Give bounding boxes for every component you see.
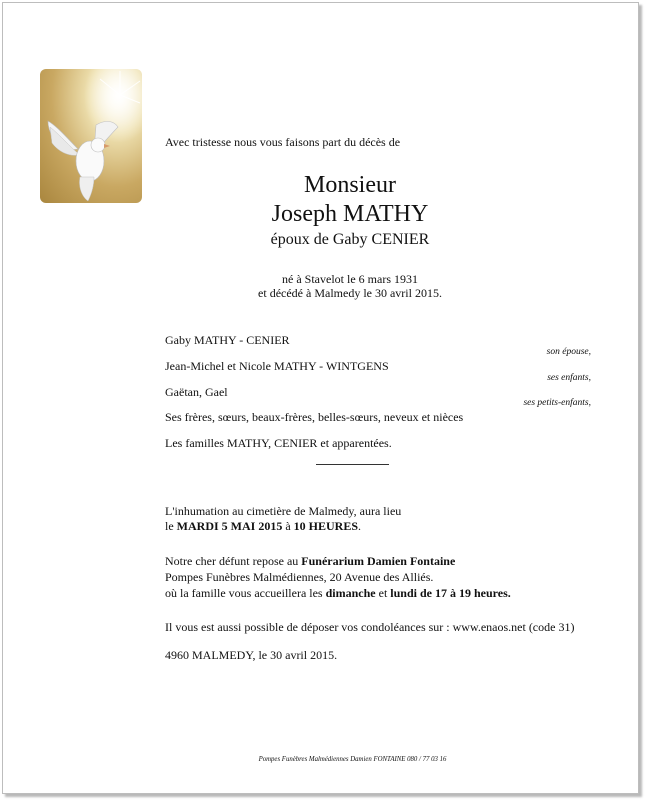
burial-date: MARDI 5 MAI 2015 bbox=[176, 519, 283, 533]
burial-suffix: . bbox=[358, 519, 362, 533]
family-name-3: Gaëtan, Gael bbox=[165, 385, 228, 399]
dove-icon bbox=[40, 69, 142, 203]
footer-text: Pompes Funèbres Malmédiennes Damien FONTAINE 080 / 77 03 16 bbox=[258, 756, 447, 763]
death-line: et décédé à Malmedy le 30 avril 2015. bbox=[258, 286, 442, 300]
family-name-2: Jean-Michel et Nicole MATHY - WINTGENS bbox=[165, 359, 389, 373]
dove-image bbox=[40, 69, 142, 203]
burial-prefix: le bbox=[165, 519, 177, 533]
family-name-5: Les familles MATHY, CENIER et apparentées. bbox=[165, 436, 392, 450]
visit-day-1: dimanche bbox=[325, 586, 376, 600]
family-name-1: Gaby MATHY - CENIER bbox=[165, 333, 290, 347]
burial-mid: à bbox=[282, 519, 294, 533]
burial-line-2 bbox=[165, 519, 361, 534]
family-relation-2: ses enfants, bbox=[547, 373, 591, 383]
rest-line-2: Pompes Funèbres Malmédiennes, 20 Avenue des Alliés. bbox=[165, 570, 434, 584]
family-name-4: Ses frères, sœurs, beaux-frères, belles-sœurs, neveux et nièces bbox=[165, 410, 464, 424]
place-date: 4960 MALMEDY, le 30 avril 2015. bbox=[165, 648, 338, 662]
section-divider bbox=[316, 464, 389, 465]
burial-line-1: L'inhumation au cimetière de Malmedy, aura lieu bbox=[165, 504, 402, 518]
rest-line-3 bbox=[165, 586, 511, 601]
deceased-name: Joseph MATHY bbox=[271, 201, 429, 227]
visit-mid: et bbox=[375, 586, 391, 600]
rest-line-1 bbox=[165, 554, 455, 569]
visit-day-2: lundi de 17 à 19 heures. bbox=[390, 586, 511, 600]
family-relation-3: ses petits-enfants, bbox=[523, 398, 591, 408]
family-relation-1: son épouse, bbox=[546, 347, 591, 357]
intro-text: Avec tristesse nous vous faisons part du décès de bbox=[165, 135, 401, 149]
spouse-line: époux de Gaby CENIER bbox=[270, 231, 430, 248]
rest-prefix: Notre cher défunt repose au bbox=[165, 554, 302, 568]
burial-time: 10 HEURES bbox=[293, 519, 359, 533]
condolences-text: Il vous est aussi possible de déposer vos condoléances sur : www.enaos.net (code 31) bbox=[165, 620, 575, 634]
funerarium-name: Funérarium Damien Fontaine bbox=[301, 554, 456, 568]
birth-line: né à Stavelot le 6 mars 1931 bbox=[282, 272, 418, 286]
salutation: Monsieur bbox=[304, 172, 396, 198]
visit-prefix: où la famille vous accueillera les bbox=[165, 586, 326, 600]
